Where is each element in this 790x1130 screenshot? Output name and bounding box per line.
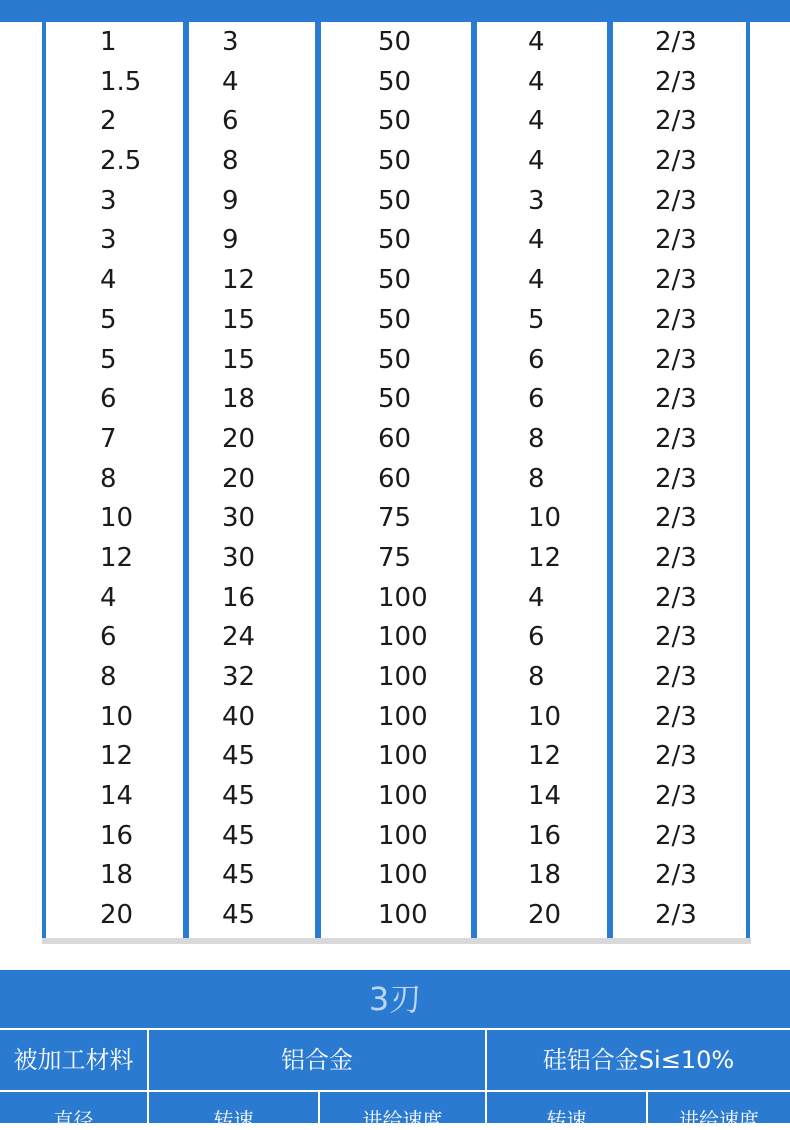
table-cell: 2/3 (655, 344, 697, 375)
table-cell: 6 (222, 106, 239, 137)
table-cell: 9 (222, 225, 239, 256)
table-cell: 4 (528, 146, 545, 177)
table-cell: 100 (378, 900, 428, 931)
table-cell: 4 (528, 225, 545, 256)
table-cell: 3 (528, 185, 545, 216)
table-cell: 5 (100, 344, 117, 375)
table-cell: 16 (222, 582, 256, 613)
table-cell: 45 (222, 781, 256, 812)
table-cell: 2/3 (655, 106, 697, 137)
data-table-body (0, 23, 790, 936)
table-cell: 6 (528, 384, 545, 415)
table-cell: 50 (378, 304, 412, 335)
table-cell: 4 (528, 265, 545, 296)
table-cell: 6 (528, 344, 545, 375)
table-cell: 15 (222, 344, 256, 375)
table-cell: 6 (100, 622, 117, 653)
table-cell: 100 (378, 622, 428, 653)
group-aluminum: 铝合金 (147, 1028, 485, 1090)
table-cell: 50 (378, 344, 412, 375)
table-cell: 12 (528, 542, 562, 573)
table-cell: 12 (222, 265, 256, 296)
table-cell: 2/3 (655, 741, 697, 772)
table-cell: 7 (100, 423, 117, 454)
table-cell: 3 (100, 185, 117, 216)
table-cell: 16 (100, 820, 134, 851)
table-cell: 4 (100, 265, 117, 296)
table-cell: 14 (528, 781, 562, 812)
table-cell: 4 (528, 106, 545, 137)
table-cell: 45 (222, 820, 256, 851)
table-row (0, 777, 790, 817)
table-cell: 4 (100, 582, 117, 613)
table-cell: 8 (222, 146, 239, 177)
table-cell: 3 (100, 225, 117, 256)
table-cell: 2/3 (655, 463, 697, 494)
table-row (0, 658, 790, 698)
table-cell: 8 (528, 463, 545, 494)
table-cell: 32 (222, 662, 256, 692)
table-cell: 50 (378, 106, 412, 137)
table-row (0, 380, 790, 420)
table-cell: 8 (100, 662, 117, 692)
table-cell: 4 (528, 66, 545, 97)
table-cell: 50 (378, 185, 412, 216)
table-cell: 4 (528, 582, 545, 613)
table-cell: 30 (222, 542, 256, 573)
table-cell: 20 (528, 900, 562, 931)
table-cell: 2/3 (655, 265, 697, 296)
table-cell: 45 (222, 900, 256, 931)
table-cell: 100 (378, 701, 428, 732)
table-cell: 60 (378, 423, 412, 454)
table-cell: 2/3 (655, 27, 697, 57)
table-cell: 50 (378, 27, 412, 57)
table-row (0, 618, 790, 658)
table-bottom-line (42, 938, 751, 944)
speed-label: 转速 (147, 1090, 318, 1130)
table-cell: 10 (100, 701, 134, 732)
table-cell: 18 (100, 860, 134, 891)
speed-label-2: 转速 (485, 1090, 646, 1130)
table-cell: 8 (528, 423, 545, 454)
table-cell: 100 (378, 781, 428, 812)
table-cell: 2/3 (655, 384, 697, 415)
table-cell: 9 (222, 185, 239, 216)
group-silicon-aluminum: 硅铝合金Si≤10% (485, 1028, 790, 1090)
table-row (0, 817, 790, 857)
table-row (0, 856, 790, 896)
table-cell: 50 (378, 384, 412, 415)
table-cell: 12 (100, 542, 134, 573)
table-row (0, 341, 790, 381)
table-cell: 6 (100, 384, 117, 415)
table-cell: 45 (222, 741, 256, 772)
table-cell: 2.5 (100, 146, 142, 177)
table-cell: 16 (528, 820, 562, 851)
table-cell: 2/3 (655, 503, 697, 534)
table-cell: 10 (528, 503, 562, 534)
table-cell: 50 (378, 66, 412, 97)
table-cell: 2/3 (655, 860, 697, 891)
table-row (0, 896, 790, 936)
table-row (0, 23, 790, 63)
table-cell: 2/3 (655, 582, 697, 613)
feed-label-2: 进给速度 (646, 1090, 790, 1130)
table-cell: 2/3 (655, 542, 697, 573)
table-cell: 14 (100, 781, 134, 812)
table-cell: 15 (222, 304, 256, 335)
table-cell: 2/3 (655, 423, 697, 454)
table-cell: 2/3 (655, 185, 697, 216)
table-cell: 2/3 (655, 662, 697, 692)
table-row (0, 261, 790, 301)
table-row (0, 539, 790, 579)
table-cell: 4 (528, 27, 545, 57)
table-cell: 50 (378, 265, 412, 296)
table-cell: 2 (100, 106, 117, 137)
table-row (0, 579, 790, 619)
table-cell: 24 (222, 622, 256, 653)
table-cell: 100 (378, 741, 428, 772)
table-cell: 2/3 (655, 622, 697, 653)
table-cell: 75 (378, 503, 412, 534)
table-cell: 100 (378, 662, 428, 692)
table-cell: 12 (528, 741, 562, 772)
table-cell: 40 (222, 701, 256, 732)
table-cell: 60 (378, 463, 412, 494)
table-cell: 18 (222, 384, 256, 415)
top-bar (0, 0, 790, 22)
table-cell: 12 (100, 741, 134, 772)
table-cell: 8 (528, 662, 545, 692)
table-cell: 20 (100, 900, 134, 931)
table-cell: 6 (528, 622, 545, 653)
table-cell: 100 (378, 820, 428, 851)
feed-label: 进给速度 (318, 1090, 485, 1130)
table-row (0, 221, 790, 261)
table-cell: 2/3 (655, 781, 697, 812)
table-cell: 5 (528, 304, 545, 335)
table-cell: 4 (222, 66, 239, 97)
table-cell: 2/3 (655, 900, 697, 931)
table-cell: 2/3 (655, 225, 697, 256)
table-cell: 10 (528, 701, 562, 732)
table-cell: 8 (100, 463, 117, 494)
diameter-label: 直径 (0, 1090, 147, 1130)
table-cell: 2/3 (655, 820, 697, 851)
table-row (0, 182, 790, 222)
table-cell: 100 (378, 582, 428, 613)
table-cell: 2/3 (655, 66, 697, 97)
table-row (0, 698, 790, 738)
material-label: 被加工材料 (0, 1028, 147, 1090)
section-title: 3刃 (368, 980, 422, 1018)
table-cell: 45 (222, 860, 256, 891)
table-cell: 50 (378, 146, 412, 177)
table-cell: 20 (222, 423, 256, 454)
table-row (0, 63, 790, 103)
table-row (0, 301, 790, 341)
table-cell: 3 (222, 27, 239, 57)
table-cell: 20 (222, 463, 256, 494)
table-row (0, 499, 790, 539)
table-cell: 50 (378, 225, 412, 256)
table-cell: 30 (222, 503, 256, 534)
table-cell: 2/3 (655, 146, 697, 177)
table-cell: 2/3 (655, 701, 697, 732)
table-row (0, 420, 790, 460)
table-row (0, 737, 790, 777)
table-cell: 1.5 (100, 66, 142, 97)
table-cell: 18 (528, 860, 562, 891)
table-row (0, 142, 790, 182)
three-flute-section (0, 970, 790, 1130)
table-row (0, 102, 790, 142)
table-cell: 100 (378, 860, 428, 891)
table-cell: 10 (100, 503, 134, 534)
table-cell: 1 (100, 27, 117, 57)
table-cell: 2/3 (655, 304, 697, 335)
table-cell: 75 (378, 542, 412, 573)
table-cell: 5 (100, 304, 117, 335)
table-row (0, 460, 790, 500)
